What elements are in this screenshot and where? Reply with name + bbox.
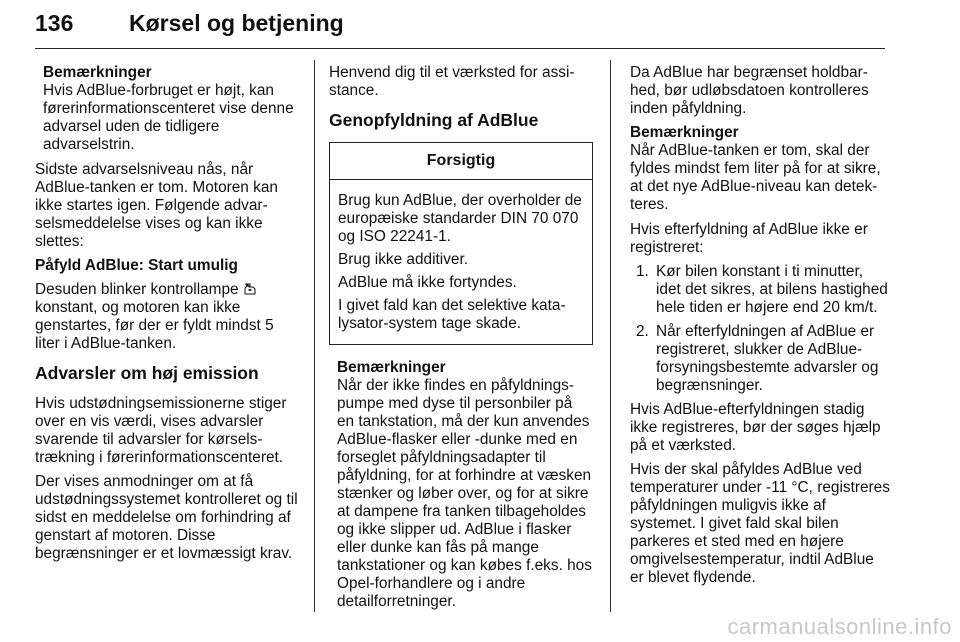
list-item: [630, 323, 890, 395]
caution-text: Brug kun AdBlue, der overholder de europæiske standarder DIN 70 070 og ISO 22241-1.: [338, 192, 582, 245]
section-heading: Genopfyldning af AdBlue: [329, 110, 539, 130]
caution-title: Forsigtig: [330, 143, 592, 180]
paragraph: Hvis udstødningsemissionerne stiger over en vis værdi, vises advarsler svarende til advarsler for kørselstrækning i førerinformationscenteret.: [35, 395, 287, 466]
note-text: Hvis AdBlue-forbruget er højt, kan førerinformationscenteret vise denne advarsel uden de tidligere advarselstrin.: [43, 82, 294, 153]
column-divider: [610, 60, 611, 612]
message-text: Påfyld AdBlue: Start umulig: [35, 257, 238, 274]
caution-box: [329, 142, 593, 345]
note-block: [630, 124, 890, 214]
paragraph: Henvend dig til et værksted for assistance.: [329, 64, 575, 99]
watermark-text: carmanualsonline.info: [727, 614, 952, 639]
section-heading: Advarsler om høj emission: [35, 363, 259, 383]
paragraph: Der vises anmodninger om at få udstødningssystemet kontrolleret og til sidst en meddelelse om forhindring af genstart af motoren. Disse begrænsninger er et lovmæssigt krav.: [35, 473, 298, 562]
paragraph: Hvis AdBlue-efterfyldningen stadig ikke registreres, bør der søges hjælp på et værksted.: [630, 401, 881, 454]
chapter-title: Kørsel og betjening: [129, 10, 344, 36]
column-divider: [314, 60, 315, 612]
paragraph: Hvis der skal påfyldes AdBlue ved temperaturer under -11 °C, registreres påfyldningen muligvis ikke af systemet. I givet fald skal bilen parkeres et sted med en højere omgivelsestemperatur, indtil AdBlue er blevet flydende.: [630, 461, 890, 586]
note-title: Bemærkninger: [630, 124, 739, 141]
paragraph: Sidste advarselsniveau nås, når AdBlue-tanken er tom. Motoren kan ikke startes igen. Følgende advarselsmeddelelse vises og kan ikke slettes:: [35, 161, 278, 250]
list-text: Kør bilen konstant i ti minutter, idet det sikres, at bilens hastighed hele tiden er højere end 20 km/t.: [656, 263, 888, 316]
column-2: [329, 64, 593, 618]
column-3: [630, 64, 890, 593]
caution-text: AdBlue må ikke fortyndes.: [338, 274, 517, 291]
caution-text: Brug ikke additiver.: [338, 251, 469, 268]
note-text: Når AdBlue-tanken er tom, skal der fyldes mindst fem liter på for at sikre, at det nye AdBlue-niveau kan detekteres.: [630, 142, 881, 213]
column-1: [35, 64, 301, 569]
list-text: Når efterfyldningen af AdBlue er registreret, slukker de AdBlue-forsyningsbestemte advarsler og begrænsninger.: [656, 323, 879, 394]
paragraph: Da AdBlue har begrænset holdbarhed, bør udløbsdatoen kontrolleres inden påfyldning.: [630, 64, 869, 117]
note-title: Bemærkninger: [337, 359, 446, 376]
paragraph-text: konstant, og motoren kan ikke genstartes, før der er fyldt mindst 5 liter i AdBlue-tanken.: [35, 299, 274, 352]
page-header: [35, 8, 885, 49]
note-text: Når der ikke findes en påfyldningspumpe med dyse til personbiler på en tankstation, må der kun anvendes AdBlue-flasker eller -dunke med en forseglet påfyldningsadapter til påfyldning, for at forhindre at væsken stænker og løber over, og for at sikre at dampene fra tanken tilbageholdes og ikke slipper ud. AdBlue i flasker eller dunke kan fås på mange tankstationer og kan købes f.eks. hos Opel-forhandlere og i andre detailforretninger.: [337, 377, 592, 610]
list-number: 1.: [636, 263, 649, 280]
paragraph: Hvis efterfyldning af AdBlue ikke er registreret:: [630, 221, 868, 256]
caution-text: I givet fald kan det selektive katalysator-system tage skade.: [338, 297, 566, 332]
numbered-list: [630, 263, 890, 395]
list-number: 2.: [636, 323, 649, 340]
note-block: [35, 64, 301, 154]
caution-body: [330, 180, 592, 344]
page-number: 136: [35, 10, 74, 36]
note-title: Bemærkninger: [43, 64, 152, 81]
adblue-warning-lamp-icon: [243, 282, 257, 296]
note-block: [329, 359, 593, 611]
paragraph-text: Desuden blinker kontrollampe: [35, 281, 239, 298]
list-item: [630, 263, 890, 317]
paragraph-with-icon: [35, 281, 301, 353]
